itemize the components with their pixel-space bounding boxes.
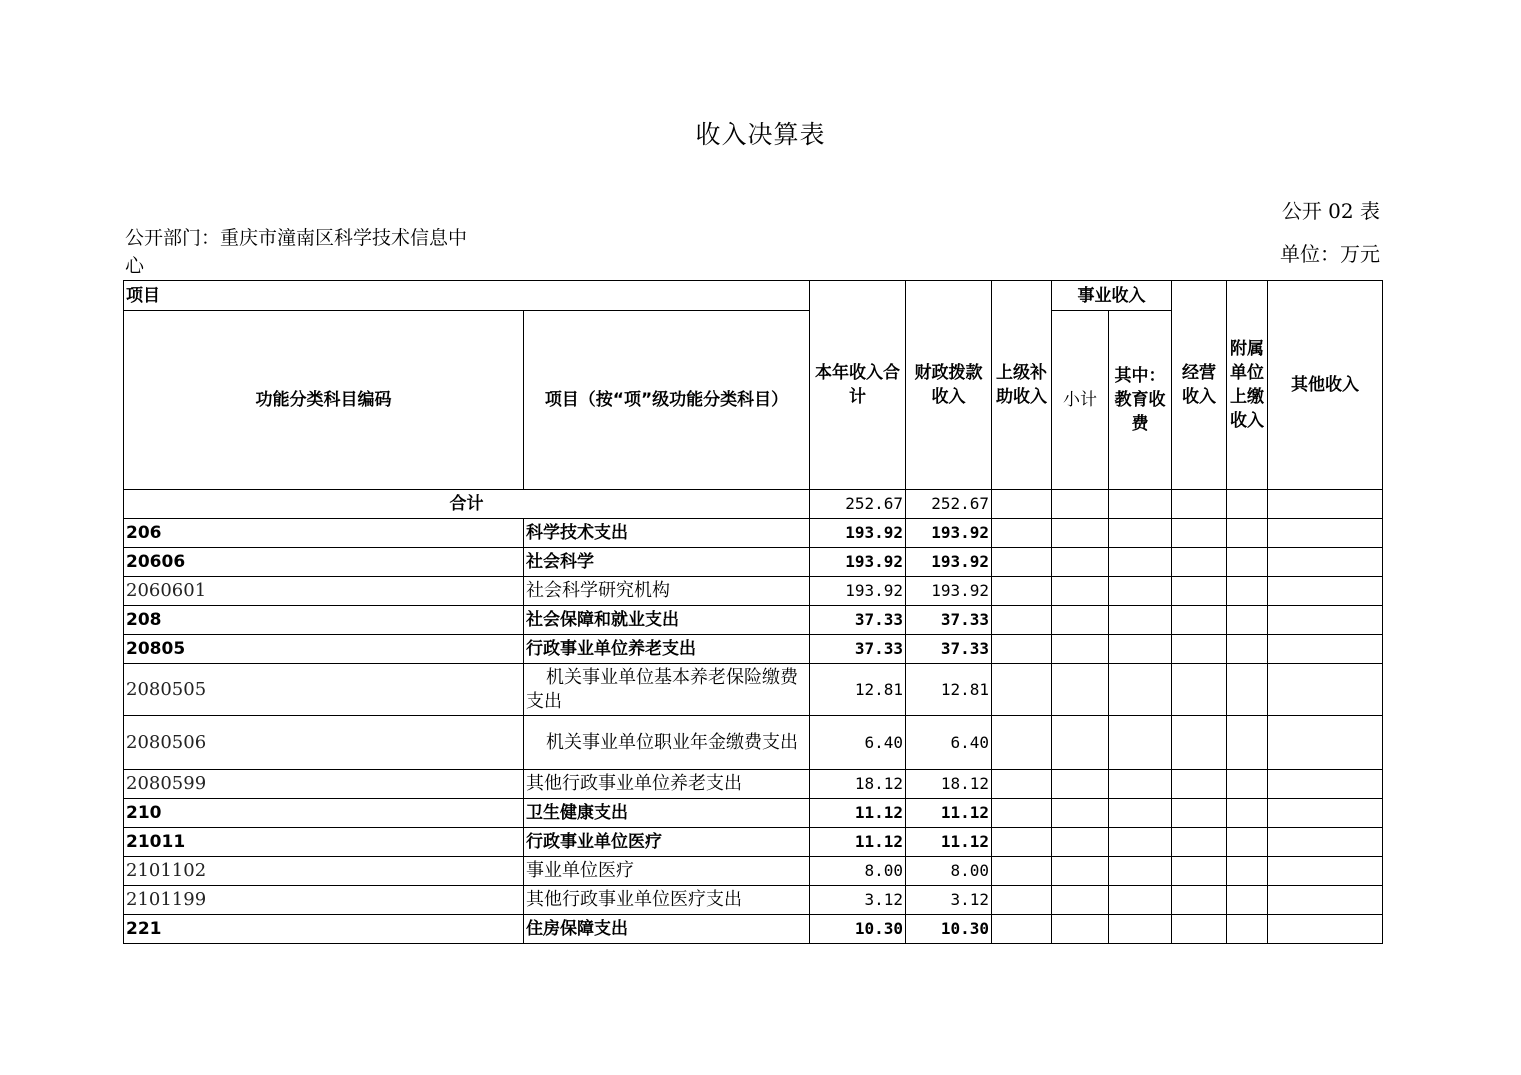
total-label: 合计	[124, 490, 810, 519]
table-row	[124, 664, 1383, 716]
empty-cell	[1172, 770, 1227, 799]
row-total-income: 10.30	[810, 915, 906, 944]
row-total-income: 37.33	[810, 606, 906, 635]
header-project: 项目	[124, 281, 810, 311]
table-row	[124, 915, 1383, 944]
empty-cell	[1109, 606, 1172, 635]
empty-cell	[1227, 635, 1268, 664]
empty-cell	[1052, 915, 1109, 944]
empty-cell	[1109, 886, 1172, 915]
row-fiscal: 193.92	[906, 548, 992, 577]
empty-cell	[1268, 828, 1383, 857]
empty-cell	[1268, 635, 1383, 664]
row-total-income: 6.40	[810, 716, 906, 770]
empty-cell	[1172, 519, 1227, 548]
empty-cell	[1109, 857, 1172, 886]
row-code: 206	[124, 519, 524, 548]
empty-cell	[1227, 857, 1268, 886]
empty-cell	[992, 664, 1052, 716]
row-name: 住房保障支出	[524, 915, 810, 944]
row-code: 2080505	[124, 664, 524, 716]
empty-cell	[1109, 635, 1172, 664]
empty-cell	[1109, 915, 1172, 944]
empty-cell	[992, 716, 1052, 770]
row-code: 20805	[124, 635, 524, 664]
row-name: 其他行政事业单位医疗支出	[524, 886, 810, 915]
empty-cell	[1172, 716, 1227, 770]
empty-cell	[992, 519, 1052, 548]
empty-cell	[992, 548, 1052, 577]
row-fiscal: 37.33	[906, 606, 992, 635]
row-code: 2101199	[124, 886, 524, 915]
empty-cell	[1052, 635, 1109, 664]
empty-cell	[1052, 799, 1109, 828]
row-total-income: 11.12	[810, 799, 906, 828]
row-total-income: 193.92	[810, 519, 906, 548]
row-total-income: 11.12	[810, 828, 906, 857]
income-report-table	[123, 280, 1383, 944]
empty-cell	[1052, 664, 1109, 716]
row-name: 行政事业单位养老支出	[524, 635, 810, 664]
row-code: 210	[124, 799, 524, 828]
empty-cell	[1052, 548, 1109, 577]
table-row	[124, 548, 1383, 577]
empty-cell	[1052, 490, 1109, 519]
row-name: 卫生健康支出	[524, 799, 810, 828]
form-number: 公开 02 表	[1281, 199, 1380, 223]
row-total-income: 12.81	[810, 664, 906, 716]
empty-cell	[992, 577, 1052, 606]
row-name: 机关事业单位基本养老保险缴费支出	[524, 664, 810, 716]
empty-cell	[1268, 577, 1383, 606]
empty-cell	[1109, 664, 1172, 716]
empty-cell	[1268, 915, 1383, 944]
row-name: 机关事业单位职业年金缴费支出	[524, 716, 810, 770]
empty-cell	[1172, 857, 1227, 886]
empty-cell	[992, 915, 1052, 944]
header-other: 其他收入	[1268, 281, 1383, 490]
empty-cell	[1227, 490, 1268, 519]
row-fiscal: 193.92	[906, 519, 992, 548]
empty-cell	[1172, 606, 1227, 635]
header-fiscal: 财政拨款收入	[906, 281, 992, 490]
header-subtotal: 小计	[1052, 311, 1109, 490]
row-total-income: 193.92	[810, 548, 906, 577]
empty-cell	[1172, 577, 1227, 606]
header-total-income: 本年收入合计	[810, 281, 906, 490]
empty-cell	[1227, 664, 1268, 716]
empty-cell	[1172, 828, 1227, 857]
empty-cell	[1227, 770, 1268, 799]
empty-cell	[1109, 490, 1172, 519]
department-label: 公开部门：重庆市潼南区科学技术信息中心	[125, 227, 468, 277]
row-fiscal: 11.12	[906, 828, 992, 857]
header-edu-fee: 其中：教育收费	[1109, 311, 1172, 490]
row-code: 221	[124, 915, 524, 944]
row-code: 2080506	[124, 716, 524, 770]
empty-cell	[992, 606, 1052, 635]
row-fiscal: 10.30	[906, 915, 992, 944]
table-row	[124, 770, 1383, 799]
empty-cell	[1268, 857, 1383, 886]
empty-cell	[992, 828, 1052, 857]
row-name: 社会保障和就业支出	[524, 606, 810, 635]
row-total-income: 3.12	[810, 886, 906, 915]
row-code: 2080599	[124, 770, 524, 799]
header-item-name: 项目（按“项”级功能分类科目）	[524, 311, 810, 490]
empty-cell	[1227, 886, 1268, 915]
header-superior-subsidy: 上级补助收入	[992, 281, 1052, 490]
row-fiscal: 11.12	[906, 799, 992, 828]
total-fiscal-value: 252.67	[906, 490, 992, 519]
row-total-income: 8.00	[810, 857, 906, 886]
header-func-code: 功能分类科目编码	[124, 311, 524, 490]
empty-cell	[1268, 664, 1383, 716]
empty-cell	[1227, 606, 1268, 635]
row-total-income: 193.92	[810, 577, 906, 606]
unit-label: 单位：万元	[1280, 242, 1380, 266]
empty-cell	[1268, 770, 1383, 799]
page-title: 收入决算表	[695, 120, 826, 149]
table-row	[124, 857, 1383, 886]
row-code: 2101102	[124, 857, 524, 886]
empty-cell	[1268, 548, 1383, 577]
row-fiscal: 8.00	[906, 857, 992, 886]
table-row	[124, 828, 1383, 857]
empty-cell	[992, 770, 1052, 799]
row-name: 社会科学研究机构	[524, 577, 810, 606]
row-code: 21011	[124, 828, 524, 857]
empty-cell	[1172, 490, 1227, 519]
row-code: 2060601	[124, 577, 524, 606]
empty-cell	[1268, 799, 1383, 828]
row-fiscal: 6.40	[906, 716, 992, 770]
empty-cell	[1227, 799, 1268, 828]
total-income-value: 252.67	[810, 490, 906, 519]
total-row	[124, 490, 1383, 519]
row-name: 事业单位医疗	[524, 857, 810, 886]
empty-cell	[1052, 577, 1109, 606]
header-operating: 经营收入	[1172, 281, 1227, 490]
table-row	[124, 799, 1383, 828]
header-affiliated: 附属单位上缴收入	[1227, 281, 1268, 490]
empty-cell	[1052, 857, 1109, 886]
row-total-income: 37.33	[810, 635, 906, 664]
row-fiscal: 37.33	[906, 635, 992, 664]
table-row	[124, 716, 1383, 770]
empty-cell	[1172, 548, 1227, 577]
empty-cell	[992, 635, 1052, 664]
empty-cell	[1109, 799, 1172, 828]
empty-cell	[1052, 519, 1109, 548]
row-name: 科学技术支出	[524, 519, 810, 548]
row-fiscal: 18.12	[906, 770, 992, 799]
empty-cell	[1227, 828, 1268, 857]
empty-cell	[1052, 606, 1109, 635]
row-total-income: 18.12	[810, 770, 906, 799]
row-fiscal: 3.12	[906, 886, 992, 915]
empty-cell	[1172, 635, 1227, 664]
empty-cell	[1227, 548, 1268, 577]
table-row	[124, 519, 1383, 548]
empty-cell	[1227, 519, 1268, 548]
empty-cell	[1227, 716, 1268, 770]
empty-cell	[1109, 716, 1172, 770]
empty-cell	[1052, 770, 1109, 799]
table-row	[124, 577, 1383, 606]
empty-cell	[1227, 577, 1268, 606]
empty-cell	[1172, 799, 1227, 828]
empty-cell	[1109, 519, 1172, 548]
empty-cell	[1172, 664, 1227, 716]
empty-cell	[1109, 828, 1172, 857]
empty-cell	[992, 799, 1052, 828]
row-name: 社会科学	[524, 548, 810, 577]
empty-cell	[1268, 716, 1383, 770]
table-row	[124, 635, 1383, 664]
empty-cell	[1268, 886, 1383, 915]
empty-cell	[1268, 490, 1383, 519]
empty-cell	[1227, 915, 1268, 944]
empty-cell	[1052, 886, 1109, 915]
empty-cell	[1268, 519, 1383, 548]
table-row	[124, 606, 1383, 635]
empty-cell	[992, 886, 1052, 915]
row-fiscal: 12.81	[906, 664, 992, 716]
empty-cell	[1172, 915, 1227, 944]
empty-cell	[992, 490, 1052, 519]
empty-cell	[1052, 828, 1109, 857]
row-fiscal: 193.92	[906, 577, 992, 606]
row-code: 20606	[124, 548, 524, 577]
empty-cell	[1268, 606, 1383, 635]
row-code: 208	[124, 606, 524, 635]
empty-cell	[1109, 770, 1172, 799]
empty-cell	[992, 857, 1052, 886]
empty-cell	[1109, 548, 1172, 577]
table-row	[124, 886, 1383, 915]
empty-cell	[1172, 886, 1227, 915]
row-name: 其他行政事业单位养老支出	[524, 770, 810, 799]
header-business-income: 事业收入	[1052, 281, 1172, 311]
row-name: 行政事业单位医疗	[524, 828, 810, 857]
empty-cell	[1052, 716, 1109, 770]
empty-cell	[1109, 577, 1172, 606]
